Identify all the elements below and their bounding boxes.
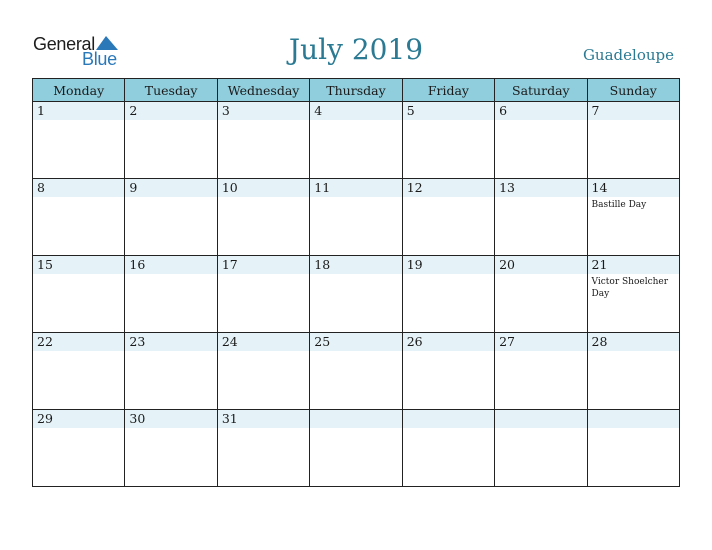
country-label: Guadeloupe [582, 46, 674, 64]
day-cell [217, 333, 309, 410]
day-number: 3 [218, 102, 309, 120]
day-cell [125, 333, 217, 410]
day-cell [310, 179, 402, 256]
day-cell [125, 256, 217, 333]
day-cell [310, 256, 402, 333]
day-number: 22 [33, 333, 124, 351]
week-row [33, 256, 680, 333]
day-number: 13 [495, 179, 586, 197]
weekday-header: Saturday [495, 79, 587, 102]
day-number: 25 [310, 333, 401, 351]
day-cell [495, 333, 587, 410]
day-number: 14 [588, 179, 679, 197]
weekday-header: Tuesday [125, 79, 217, 102]
day-cell [402, 102, 494, 179]
day-number: 5 [403, 102, 494, 120]
day-number: 18 [310, 256, 401, 274]
day-cell [402, 333, 494, 410]
day-number [495, 410, 586, 428]
day-number: 16 [125, 256, 216, 274]
day-cell [125, 179, 217, 256]
day-cell [310, 333, 402, 410]
weekday-header: Monday [33, 79, 125, 102]
calendar-title: July 2019 [288, 33, 424, 66]
day-cell [402, 410, 494, 487]
day-cell [217, 179, 309, 256]
weekday-header: Friday [402, 79, 494, 102]
week-row [33, 179, 680, 256]
day-cell [310, 102, 402, 179]
weekday-header: Wednesday [217, 79, 309, 102]
day-cell [33, 410, 125, 487]
day-number: 21 [588, 256, 679, 274]
day-cell [587, 179, 679, 256]
day-number [588, 410, 679, 428]
day-cell [217, 102, 309, 179]
weekday-header: Sunday [587, 79, 679, 102]
week-row [33, 410, 680, 487]
holiday-label: Victor Shoelcher Day [591, 277, 669, 299]
day-number: 4 [310, 102, 401, 120]
day-number: 7 [588, 102, 679, 120]
day-number: 19 [403, 256, 494, 274]
day-cell [125, 410, 217, 487]
day-number: 15 [33, 256, 124, 274]
day-cell [33, 333, 125, 410]
day-number: 23 [125, 333, 216, 351]
day-cell [587, 256, 679, 333]
day-cell [402, 179, 494, 256]
day-cell [495, 179, 587, 256]
day-number: 28 [588, 333, 679, 351]
day-cell [310, 410, 402, 487]
day-cell [587, 102, 679, 179]
day-cell [125, 102, 217, 179]
day-number: 30 [125, 410, 216, 428]
day-cell [587, 333, 679, 410]
weekday-header: Thursday [310, 79, 402, 102]
day-number: 29 [33, 410, 124, 428]
day-number: 27 [495, 333, 586, 351]
day-cell [217, 410, 309, 487]
weekday-header-row [33, 79, 680, 102]
day-cell [402, 256, 494, 333]
day-number [403, 410, 494, 428]
day-number: 11 [310, 179, 401, 197]
day-number: 24 [218, 333, 309, 351]
day-cell [495, 102, 587, 179]
day-cell [33, 179, 125, 256]
day-number: 20 [495, 256, 586, 274]
day-number: 17 [218, 256, 309, 274]
week-row [33, 102, 680, 179]
day-number: 8 [33, 179, 124, 197]
day-cell [587, 410, 679, 487]
day-number: 31 [218, 410, 309, 428]
holiday-label: Bastille Day [591, 200, 647, 210]
day-number: 2 [125, 102, 216, 120]
day-cell [217, 256, 309, 333]
day-number: 1 [33, 102, 124, 120]
calendar-grid [32, 78, 680, 487]
day-number: 10 [218, 179, 309, 197]
logo-text-blue: Blue [82, 49, 117, 69]
day-number: 9 [125, 179, 216, 197]
logo-text-general: General [33, 34, 95, 54]
day-number: 6 [495, 102, 586, 120]
day-cell [33, 256, 125, 333]
day-number: 26 [403, 333, 494, 351]
day-number [310, 410, 401, 428]
day-cell [33, 102, 125, 179]
day-cell [495, 410, 587, 487]
day-number: 12 [403, 179, 494, 197]
week-row [33, 333, 680, 410]
day-cell [495, 256, 587, 333]
